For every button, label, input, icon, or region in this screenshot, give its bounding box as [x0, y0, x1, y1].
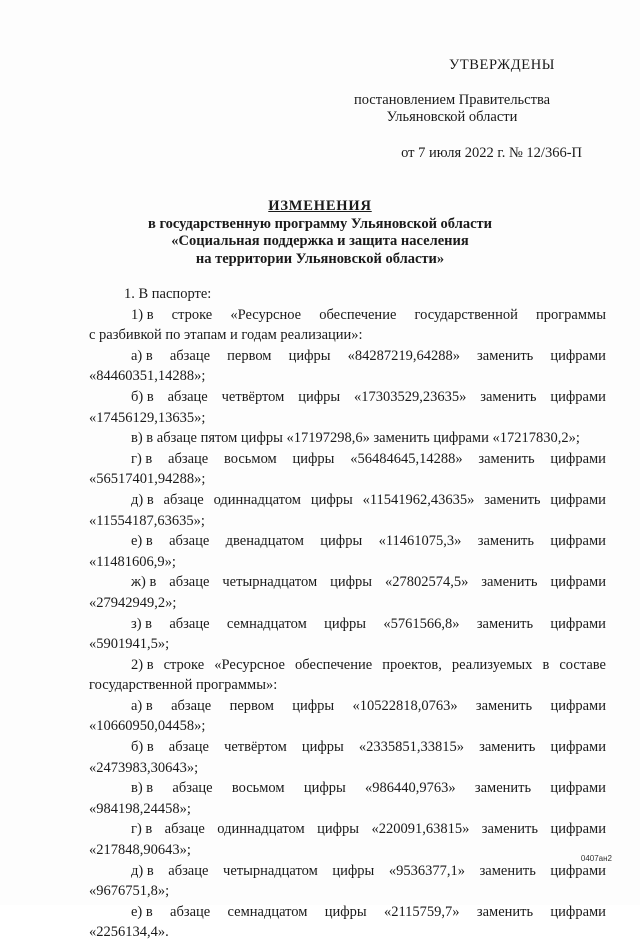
sub-2g-line-1 [89, 819, 606, 840]
sub-z-line-2: «5901941,5»; [89, 636, 170, 653]
word: «5761566,8» [383, 615, 460, 632]
word: четырнадцатом [223, 862, 318, 879]
word: абзаце [171, 697, 212, 714]
word: «17303529,23635» [354, 388, 467, 405]
word: в [542, 656, 550, 673]
word: абзаце [164, 821, 205, 838]
word: обеспечение [319, 306, 397, 323]
sub-2g-line-2: «217848,90643»; [89, 842, 191, 859]
word: заменить [478, 450, 535, 467]
sub-d-line-1 [89, 490, 606, 511]
word: цифрами [550, 821, 606, 838]
word: цифры [332, 862, 375, 879]
sub-2a-line-1 [89, 696, 606, 717]
word: б) в [131, 388, 154, 405]
item-2-line-2: государственной программы»: [89, 677, 278, 694]
sub-2v-line-2: «984198,24458»; [89, 800, 191, 817]
title-main: ИЗМЕНЕНИЯ [268, 198, 372, 214]
word: «27802574,5» [384, 574, 469, 591]
word: строке [163, 656, 205, 673]
word: е) в [131, 903, 153, 920]
decree-line-2: Ульяновской области [386, 109, 518, 125]
sub-b-line-1 [89, 387, 606, 408]
word: ж) в [131, 574, 157, 591]
word: абзаце [168, 450, 209, 467]
sub-a-line-2: «84460351,14288»; [89, 368, 206, 385]
word: заменить [475, 697, 533, 714]
sub-2a-line-2: «10660950,04458»; [89, 718, 206, 735]
word: «Ресурсное [214, 656, 285, 673]
word: четвёртом [224, 739, 287, 756]
sub-e-line-2: «11481606,9»; [89, 553, 176, 570]
word: обеспечение [295, 656, 373, 673]
word: абзаце [168, 862, 209, 879]
word: з) в [131, 615, 153, 632]
word: одиннадцатом [217, 821, 305, 838]
sub-a-line-1 [89, 346, 606, 367]
word: б) в [131, 739, 154, 756]
word: абзаце [169, 615, 210, 632]
word: цифры [292, 450, 335, 467]
word: двенадцатом [225, 533, 304, 550]
word: семнадцатом [227, 903, 308, 920]
word: г) в [131, 821, 153, 838]
word: цифры [303, 780, 346, 797]
word: цифрами [550, 347, 606, 364]
word: четырнадцатом [222, 574, 318, 591]
word: реализуемых [451, 656, 533, 673]
item-2-line-1 [89, 655, 606, 676]
word: д) в [131, 491, 154, 508]
word: восьмом [231, 780, 285, 797]
word: абзаце [169, 347, 211, 364]
word: одиннадцатом [213, 491, 301, 508]
word: абзаце [163, 491, 204, 508]
word: «220091,63815» [371, 821, 470, 838]
word: «Ресурсное [230, 306, 302, 323]
word: цифрами [550, 388, 606, 405]
word: заменить [484, 491, 541, 508]
word: «9536377,1» [388, 862, 465, 879]
word: заменить [480, 388, 537, 405]
word: г) в [131, 450, 153, 467]
word: цифрами [550, 780, 606, 797]
sub-2b-line-1 [89, 737, 606, 758]
word: цифрами [550, 533, 606, 550]
sub-2b-line-2: «2473983,30643»; [89, 759, 199, 776]
sub-e-line-1 [89, 531, 606, 552]
word: первом [229, 697, 274, 714]
word: цифрами [550, 450, 606, 467]
word: «2115759,7» [383, 903, 460, 920]
word: заменить [476, 903, 534, 920]
sub-z-line-1 [89, 614, 606, 635]
title-line-1: в государственную программу Ульяновской области [147, 215, 492, 232]
approved-label: УТВЕРЖДЕНЫ [448, 57, 556, 73]
word: цифры [330, 574, 372, 591]
word: цифры [324, 903, 367, 920]
word: заменить [476, 615, 534, 632]
sub-2d-line-1 [89, 861, 606, 882]
word: «10522818,0763» [352, 697, 458, 714]
word: цифры [292, 697, 335, 714]
word: абзаце [169, 533, 210, 550]
word: первом [227, 347, 272, 364]
item-1-line-1 [89, 305, 606, 326]
word: четвёртом [221, 388, 285, 405]
word: цифрами [550, 862, 606, 879]
word: заменить [477, 347, 534, 364]
word: заменить [479, 739, 536, 756]
word: а) в [131, 697, 153, 714]
word: цифры [317, 821, 360, 838]
item-1-line-2: с разбивкой по этапам и годам реализации»: [89, 327, 363, 344]
word: заменить [474, 780, 532, 797]
word: абзаце [167, 388, 208, 405]
word: абзаце [172, 780, 213, 797]
sub-b-line-2: «17456129,13635»; [89, 409, 206, 426]
sub-v-line-1: в) в абзаце пятом цифры «17197298,6» заменить цифрами «17217830,2»; [131, 430, 580, 447]
word: е) в [131, 533, 153, 550]
word: абзаце [170, 903, 211, 920]
word: цифры [320, 533, 363, 550]
section-1-heading: 1. В паспорте: [124, 286, 212, 302]
word: строке [171, 306, 213, 323]
word: цифрами [550, 903, 606, 920]
sub-2e-line-2: «2256134,4». [89, 924, 169, 941]
word: цифрами [550, 574, 606, 591]
document-code: 0407ан2 [580, 854, 612, 863]
sub-g-line-2: «56517401,94288»; [89, 471, 206, 488]
sub-2v-line-1 [89, 778, 606, 799]
word: цифры [324, 615, 367, 632]
sub-zh-line-2: «27942949,2»; [89, 594, 177, 611]
word: заменить [481, 821, 539, 838]
word: д) в [131, 862, 154, 879]
title-line-3: на территории Ульяновской области» [195, 250, 445, 267]
word: заменить [479, 862, 536, 879]
document-body [89, 284, 606, 943]
word: «84287219,64288» [347, 347, 460, 364]
word: «2335851,33815» [358, 739, 464, 756]
sub-2d-line-2: «9676751,8»; [89, 883, 170, 900]
sub-g-line-1 [89, 449, 606, 470]
word: «11461075,3» [378, 533, 462, 550]
decree-line-1: постановлением Правительства [353, 92, 551, 108]
word: абзаце [168, 739, 209, 756]
word: в) в [131, 780, 154, 797]
word: цифрами [550, 615, 606, 632]
word: программы [535, 306, 606, 323]
word: а) в [131, 347, 153, 364]
word: составе [559, 656, 606, 673]
title-line-2: «Социальная поддержка и защита населения [171, 233, 469, 249]
word: цифрами [550, 697, 606, 714]
word: абзаце [169, 574, 210, 591]
word: «11541962,43635» [362, 491, 475, 508]
sub-d-line-2: «11554187,63635»; [89, 512, 205, 529]
decree-date: от 7 июля 2022 г. № 12/366-П [401, 145, 582, 161]
word: цифры [310, 491, 353, 508]
word: 2) в [131, 656, 154, 673]
word: цифры [298, 388, 341, 405]
word: цифры [301, 739, 344, 756]
word: заменить [477, 533, 535, 550]
word: «56484645,14288» [350, 450, 463, 467]
word: государственной [414, 306, 518, 323]
decree-reference [322, 92, 582, 126]
word: «986440,9763» [365, 780, 456, 797]
word: цифрами [550, 739, 606, 756]
word: 1) в [131, 306, 154, 323]
word: проектов, [382, 656, 442, 673]
document-title [90, 198, 550, 268]
word: заменить [481, 574, 538, 591]
word: цифрами [550, 491, 606, 508]
word: цифры [288, 347, 331, 364]
word: восьмом [224, 450, 277, 467]
sub-zh-line-1 [89, 572, 606, 593]
word: семнадцатом [226, 615, 307, 632]
